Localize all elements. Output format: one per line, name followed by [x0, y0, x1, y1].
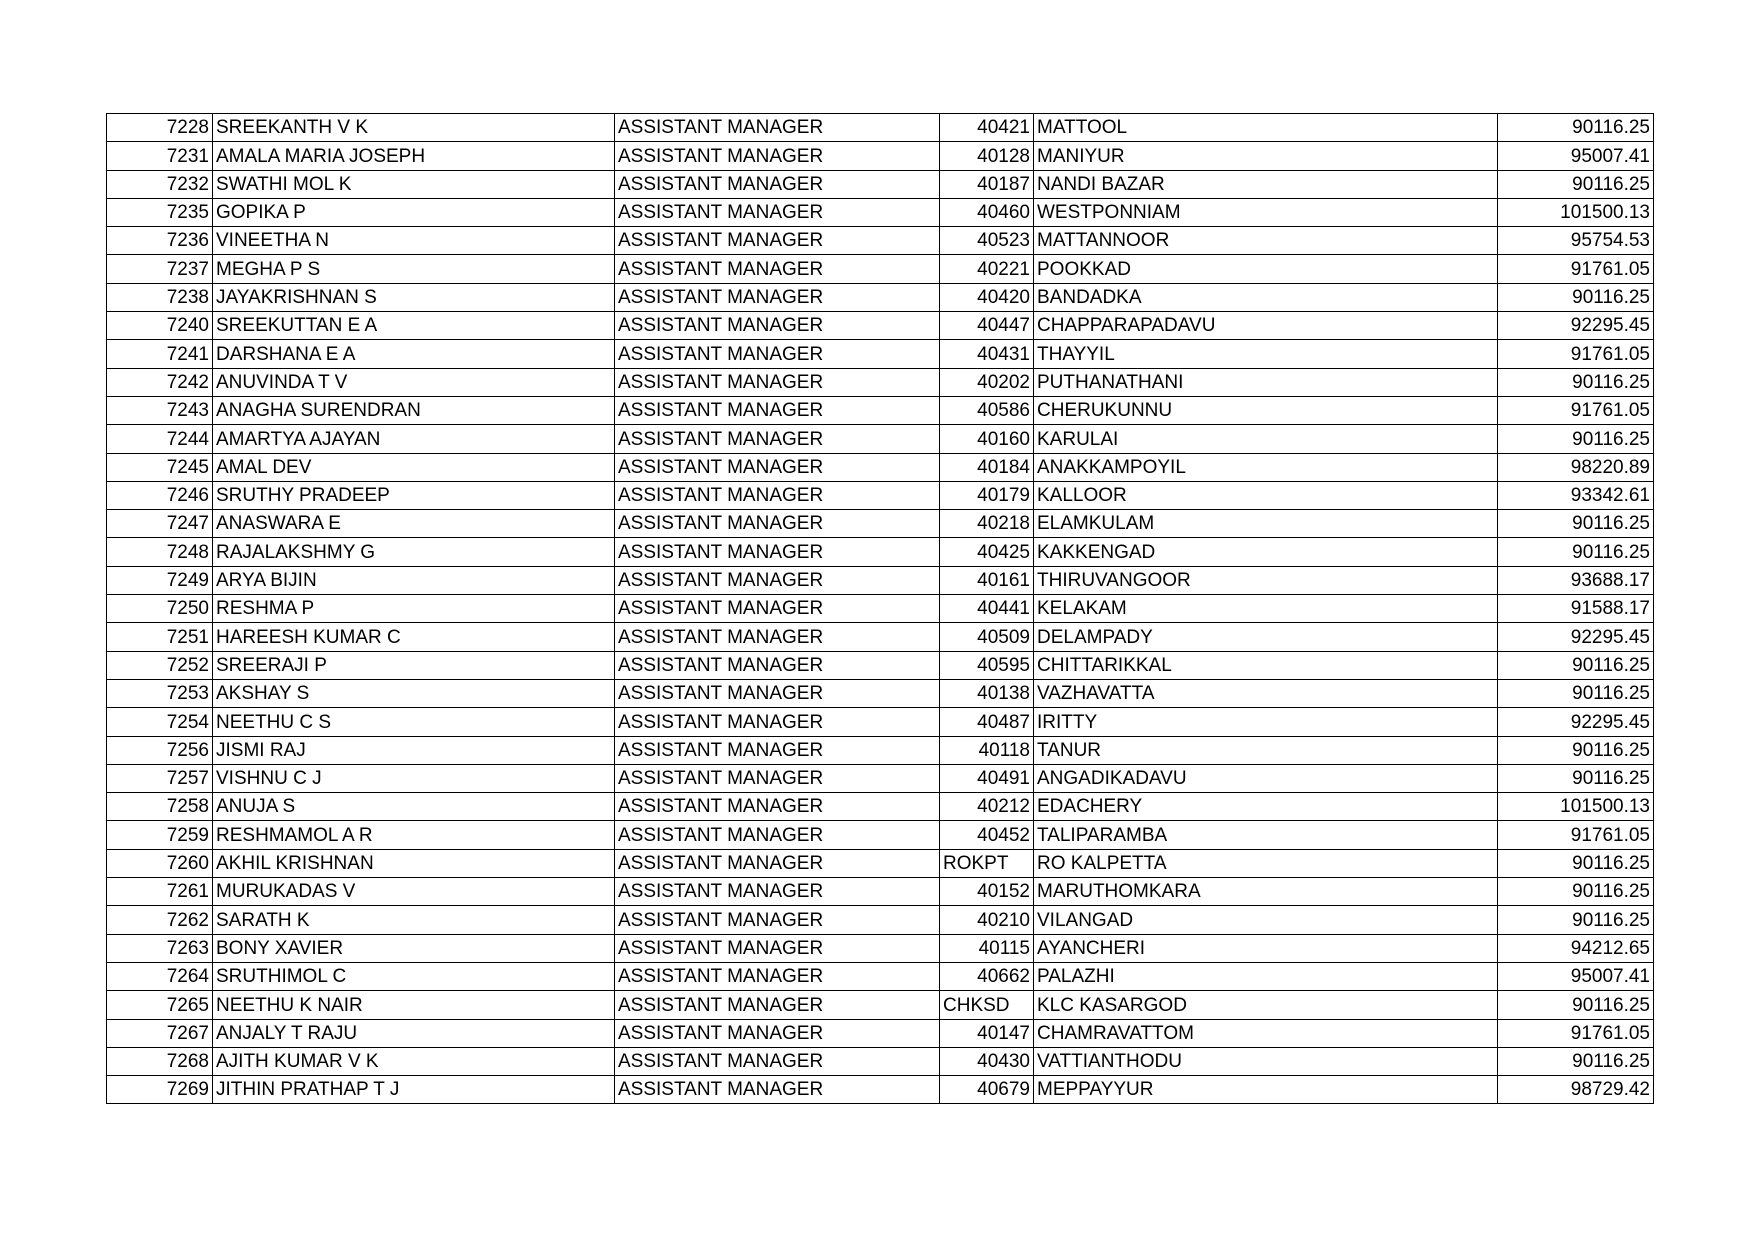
designation-cell: ASSISTANT MANAGER	[615, 283, 940, 311]
branch-code-cell: 40221	[940, 255, 1034, 283]
designation-cell: ASSISTANT MANAGER	[615, 340, 940, 368]
employee-id-cell: 7235	[107, 198, 213, 226]
employee-name-cell: ANUJA S	[213, 793, 615, 821]
table-row	[107, 142, 1654, 170]
branch-code-cell: 40179	[940, 481, 1034, 509]
designation-cell: ASSISTANT MANAGER	[615, 255, 940, 283]
employee-name-cell: AJITH KUMAR V K	[213, 1047, 615, 1075]
amount-cell: 90116.25	[1498, 764, 1654, 792]
branch-name-cell: KLC KASARGOD	[1034, 991, 1498, 1019]
employee-name-cell: RESHMAMOL A R	[213, 821, 615, 849]
employee-name-cell: ANASWARA E	[213, 510, 615, 538]
branch-name-cell: IRITTY	[1034, 708, 1498, 736]
designation-cell: ASSISTANT MANAGER	[615, 736, 940, 764]
branch-code-cell: 40447	[940, 312, 1034, 340]
branch-code-cell: 40586	[940, 396, 1034, 424]
employee-id-cell: 7256	[107, 736, 213, 764]
branch-code-cell: 40161	[940, 566, 1034, 594]
branch-name-cell: THAYYIL	[1034, 340, 1498, 368]
branch-name-cell: ANGADIKADAVU	[1034, 764, 1498, 792]
employee-name-cell: RESHMA P	[213, 595, 615, 623]
designation-cell: ASSISTANT MANAGER	[615, 538, 940, 566]
amount-cell: 90116.25	[1498, 651, 1654, 679]
employee-name-cell: SARATH K	[213, 906, 615, 934]
branch-code-cell: 40128	[940, 142, 1034, 170]
designation-cell: ASSISTANT MANAGER	[615, 821, 940, 849]
branch-name-cell: KAKKENGAD	[1034, 538, 1498, 566]
amount-cell: 90116.25	[1498, 538, 1654, 566]
branch-code-cell: 40160	[940, 425, 1034, 453]
designation-cell: ASSISTANT MANAGER	[615, 510, 940, 538]
designation-cell: ASSISTANT MANAGER	[615, 934, 940, 962]
branch-name-cell: TALIPARAMBA	[1034, 821, 1498, 849]
branch-name-cell: MATTOOL	[1034, 114, 1498, 142]
employee-name-cell: NEETHU K NAIR	[213, 991, 615, 1019]
table-row	[107, 453, 1654, 481]
branch-code-cell: CHKSD	[940, 991, 1034, 1019]
employee-name-cell: DARSHANA E A	[213, 340, 615, 368]
table-row	[107, 764, 1654, 792]
branch-code-cell: 40202	[940, 368, 1034, 396]
table-row	[107, 991, 1654, 1019]
amount-cell: 90116.25	[1498, 679, 1654, 707]
employee-id-cell: 7241	[107, 340, 213, 368]
branch-name-cell: MEPPAYYUR	[1034, 1076, 1498, 1104]
table-row	[107, 227, 1654, 255]
branch-name-cell: MARUTHOMKARA	[1034, 878, 1498, 906]
branch-name-cell: PALAZHI	[1034, 962, 1498, 990]
designation-cell: ASSISTANT MANAGER	[615, 1019, 940, 1047]
table-row	[107, 651, 1654, 679]
designation-cell: ASSISTANT MANAGER	[615, 396, 940, 424]
branch-name-cell: EDACHERY	[1034, 793, 1498, 821]
employee-name-cell: NEETHU C S	[213, 708, 615, 736]
employee-id-cell: 7240	[107, 312, 213, 340]
employee-name-cell: MURUKADAS V	[213, 878, 615, 906]
branch-name-cell: POOKKAD	[1034, 255, 1498, 283]
employee-name-cell: ANAGHA SURENDRAN	[213, 396, 615, 424]
table-row	[107, 962, 1654, 990]
table-row	[107, 255, 1654, 283]
designation-cell: ASSISTANT MANAGER	[615, 623, 940, 651]
designation-cell: ASSISTANT MANAGER	[615, 878, 940, 906]
designation-cell: ASSISTANT MANAGER	[615, 595, 940, 623]
amount-cell: 90116.25	[1498, 849, 1654, 877]
amount-cell: 95754.53	[1498, 227, 1654, 255]
table-row	[107, 906, 1654, 934]
employee-name-cell: JAYAKRISHNAN S	[213, 283, 615, 311]
employee-name-cell: BONY XAVIER	[213, 934, 615, 962]
employee-id-cell: 7231	[107, 142, 213, 170]
employee-id-cell: 7232	[107, 170, 213, 198]
branch-name-cell: MATTANNOOR	[1034, 227, 1498, 255]
table-row	[107, 708, 1654, 736]
branch-name-cell: KELAKAM	[1034, 595, 1498, 623]
employee-name-cell: JITHIN PRATHAP T J	[213, 1076, 615, 1104]
employee-id-cell: 7263	[107, 934, 213, 962]
amount-cell: 93342.61	[1498, 481, 1654, 509]
table-row	[107, 312, 1654, 340]
amount-cell: 90116.25	[1498, 510, 1654, 538]
employee-name-cell: ANUVINDA T V	[213, 368, 615, 396]
table-row	[107, 283, 1654, 311]
employee-id-cell: 7247	[107, 510, 213, 538]
amount-cell: 98729.42	[1498, 1076, 1654, 1104]
designation-cell: ASSISTANT MANAGER	[615, 991, 940, 1019]
employee-name-cell: ANJALY T RAJU	[213, 1019, 615, 1047]
amount-cell: 92295.45	[1498, 623, 1654, 651]
branch-code-cell: 40152	[940, 878, 1034, 906]
employee-id-cell: 7246	[107, 481, 213, 509]
designation-cell: ASSISTANT MANAGER	[615, 227, 940, 255]
branch-code-cell: 40452	[940, 821, 1034, 849]
employee-id-cell: 7259	[107, 821, 213, 849]
amount-cell: 90116.25	[1498, 878, 1654, 906]
branch-name-cell: THIRUVANGOOR	[1034, 566, 1498, 594]
table-row	[107, 425, 1654, 453]
branch-code-cell: 40491	[940, 764, 1034, 792]
employee-id-cell: 7264	[107, 962, 213, 990]
amount-cell: 93688.17	[1498, 566, 1654, 594]
branch-name-cell: CHAMRAVATTOM	[1034, 1019, 1498, 1047]
branch-code-cell: 40147	[940, 1019, 1034, 1047]
branch-name-cell: TANUR	[1034, 736, 1498, 764]
table-row	[107, 170, 1654, 198]
table-row	[107, 793, 1654, 821]
branch-code-cell: 40118	[940, 736, 1034, 764]
branch-code-cell: 40425	[940, 538, 1034, 566]
employee-name-cell: VINEETHA N	[213, 227, 615, 255]
employee-id-cell: 7254	[107, 708, 213, 736]
branch-name-cell: BANDADKA	[1034, 283, 1498, 311]
employee-id-cell: 7228	[107, 114, 213, 142]
branch-code-cell: 40138	[940, 679, 1034, 707]
table-row	[107, 623, 1654, 651]
branch-name-cell: WESTPONNIAM	[1034, 198, 1498, 226]
table-row	[107, 679, 1654, 707]
amount-cell: 90116.25	[1498, 170, 1654, 198]
designation-cell: ASSISTANT MANAGER	[615, 651, 940, 679]
employee-id-cell: 7265	[107, 991, 213, 1019]
branch-code-cell: 40420	[940, 283, 1034, 311]
branch-code-cell: 40431	[940, 340, 1034, 368]
designation-cell: ASSISTANT MANAGER	[615, 481, 940, 509]
employee-id-cell: 7249	[107, 566, 213, 594]
designation-cell: ASSISTANT MANAGER	[615, 708, 940, 736]
branch-code-cell: 40187	[940, 170, 1034, 198]
employee-id-cell: 7236	[107, 227, 213, 255]
amount-cell: 98220.89	[1498, 453, 1654, 481]
designation-cell: ASSISTANT MANAGER	[615, 906, 940, 934]
branch-code-cell: 40210	[940, 906, 1034, 934]
employee-id-cell: 7268	[107, 1047, 213, 1075]
employee-id-cell: 7251	[107, 623, 213, 651]
amount-cell: 92295.45	[1498, 312, 1654, 340]
branch-code-cell: 40441	[940, 595, 1034, 623]
amount-cell: 94212.65	[1498, 934, 1654, 962]
amount-cell: 90116.25	[1498, 906, 1654, 934]
employee-name-cell: SRUTHIMOL C	[213, 962, 615, 990]
designation-cell: ASSISTANT MANAGER	[615, 1076, 940, 1104]
table-row	[107, 114, 1654, 142]
table-row	[107, 595, 1654, 623]
branch-name-cell: DELAMPADY	[1034, 623, 1498, 651]
branch-name-cell: VILANGAD	[1034, 906, 1498, 934]
employee-name-cell: AKSHAY S	[213, 679, 615, 707]
table-row	[107, 198, 1654, 226]
table-row	[107, 821, 1654, 849]
branch-code-cell: 40679	[940, 1076, 1034, 1104]
table-row	[107, 1076, 1654, 1104]
branch-code-cell: 40212	[940, 793, 1034, 821]
branch-name-cell: ANAKKAMPOYIL	[1034, 453, 1498, 481]
branch-name-cell: CHITTARIKKAL	[1034, 651, 1498, 679]
amount-cell: 91761.05	[1498, 340, 1654, 368]
table-row	[107, 1047, 1654, 1075]
designation-cell: ASSISTANT MANAGER	[615, 962, 940, 990]
amount-cell: 90116.25	[1498, 425, 1654, 453]
branch-code-cell: 40509	[940, 623, 1034, 651]
employee-id-cell: 7269	[107, 1076, 213, 1104]
branch-name-cell: PUTHANATHANI	[1034, 368, 1498, 396]
branch-code-cell: 40218	[940, 510, 1034, 538]
amount-cell: 90116.25	[1498, 991, 1654, 1019]
amount-cell: 90116.25	[1498, 368, 1654, 396]
table-row	[107, 566, 1654, 594]
branch-code-cell: 40662	[940, 962, 1034, 990]
branch-name-cell: KARULAI	[1034, 425, 1498, 453]
designation-cell: ASSISTANT MANAGER	[615, 114, 940, 142]
employee-name-cell: SWATHI MOL K	[213, 170, 615, 198]
branch-name-cell: CHAPPARAPADAVU	[1034, 312, 1498, 340]
branch-name-cell: NANDI BAZAR	[1034, 170, 1498, 198]
branch-name-cell: ELAMKULAM	[1034, 510, 1498, 538]
employee-id-cell: 7245	[107, 453, 213, 481]
amount-cell: 91761.05	[1498, 396, 1654, 424]
table-row	[107, 736, 1654, 764]
branch-name-cell: VAZHAVATTA	[1034, 679, 1498, 707]
table-body	[107, 114, 1654, 1104]
designation-cell: ASSISTANT MANAGER	[615, 198, 940, 226]
employee-id-cell: 7244	[107, 425, 213, 453]
employee-name-cell: SRUTHY PRADEEP	[213, 481, 615, 509]
branch-code-cell: 40115	[940, 934, 1034, 962]
employee-id-cell: 7257	[107, 764, 213, 792]
branch-code-cell: 40430	[940, 1047, 1034, 1075]
branch-code-cell: 40184	[940, 453, 1034, 481]
designation-cell: ASSISTANT MANAGER	[615, 368, 940, 396]
employee-name-cell: HAREESH KUMAR C	[213, 623, 615, 651]
employee-id-cell: 7253	[107, 679, 213, 707]
employee-name-cell: JISMI RAJ	[213, 736, 615, 764]
branch-code-cell: 40523	[940, 227, 1034, 255]
branch-name-cell: VATTIANTHODU	[1034, 1047, 1498, 1075]
employee-id-cell: 7252	[107, 651, 213, 679]
employee-id-cell: 7261	[107, 878, 213, 906]
employee-name-cell: VISHNU C J	[213, 764, 615, 792]
branch-code-cell: 40421	[940, 114, 1034, 142]
amount-cell: 91761.05	[1498, 255, 1654, 283]
employee-id-cell: 7258	[107, 793, 213, 821]
employee-id-cell: 7242	[107, 368, 213, 396]
amount-cell: 92295.45	[1498, 708, 1654, 736]
employee-id-cell: 7250	[107, 595, 213, 623]
table-row	[107, 934, 1654, 962]
employee-name-cell: AMALA MARIA JOSEPH	[213, 142, 615, 170]
designation-cell: ASSISTANT MANAGER	[615, 764, 940, 792]
designation-cell: ASSISTANT MANAGER	[615, 849, 940, 877]
designation-cell: ASSISTANT MANAGER	[615, 679, 940, 707]
amount-cell: 90116.25	[1498, 736, 1654, 764]
table-row	[107, 340, 1654, 368]
designation-cell: ASSISTANT MANAGER	[615, 566, 940, 594]
employee-id-cell: 7260	[107, 849, 213, 877]
employee-name-cell: MEGHA P S	[213, 255, 615, 283]
employee-name-cell: SREEKANTH V K	[213, 114, 615, 142]
designation-cell: ASSISTANT MANAGER	[615, 425, 940, 453]
employee-id-cell: 7243	[107, 396, 213, 424]
branch-name-cell: KALLOOR	[1034, 481, 1498, 509]
employee-id-cell: 7237	[107, 255, 213, 283]
amount-cell: 91761.05	[1498, 821, 1654, 849]
designation-cell: ASSISTANT MANAGER	[615, 312, 940, 340]
amount-cell: 95007.41	[1498, 142, 1654, 170]
employee-name-cell: SREERAJI P	[213, 651, 615, 679]
branch-code-cell: 40595	[940, 651, 1034, 679]
table-row	[107, 396, 1654, 424]
branch-name-cell: MANIYUR	[1034, 142, 1498, 170]
branch-name-cell: AYANCHERI	[1034, 934, 1498, 962]
amount-cell: 95007.41	[1498, 962, 1654, 990]
amount-cell: 101500.13	[1498, 793, 1654, 821]
designation-cell: ASSISTANT MANAGER	[615, 1047, 940, 1075]
designation-cell: ASSISTANT MANAGER	[615, 793, 940, 821]
employee-id-cell: 7267	[107, 1019, 213, 1047]
amount-cell: 91761.05	[1498, 1019, 1654, 1047]
employee-id-cell: 7238	[107, 283, 213, 311]
table-row	[107, 878, 1654, 906]
amount-cell: 91588.17	[1498, 595, 1654, 623]
employee-name-cell: RAJALAKSHMY G	[213, 538, 615, 566]
employee-id-cell: 7262	[107, 906, 213, 934]
amount-cell: 101500.13	[1498, 198, 1654, 226]
table-row	[107, 538, 1654, 566]
amount-cell: 90116.25	[1498, 1047, 1654, 1075]
staff-table	[106, 113, 1654, 1104]
amount-cell: 90116.25	[1498, 114, 1654, 142]
table-row	[107, 849, 1654, 877]
designation-cell: ASSISTANT MANAGER	[615, 453, 940, 481]
table-row	[107, 368, 1654, 396]
table-row	[107, 481, 1654, 509]
employee-name-cell: ARYA BIJIN	[213, 566, 615, 594]
designation-cell: ASSISTANT MANAGER	[615, 170, 940, 198]
table-row	[107, 1019, 1654, 1047]
branch-name-cell: RO KALPETTA	[1034, 849, 1498, 877]
employee-name-cell: SREEKUTTAN E A	[213, 312, 615, 340]
designation-cell: ASSISTANT MANAGER	[615, 142, 940, 170]
employee-name-cell: AKHIL KRISHNAN	[213, 849, 615, 877]
branch-code-cell: 40487	[940, 708, 1034, 736]
branch-code-cell: ROKPT	[940, 849, 1034, 877]
branch-code-cell: 40460	[940, 198, 1034, 226]
employee-name-cell: AMARTYA AJAYAN	[213, 425, 615, 453]
employee-name-cell: AMAL DEV	[213, 453, 615, 481]
branch-name-cell: CHERUKUNNU	[1034, 396, 1498, 424]
table-row	[107, 510, 1654, 538]
employee-name-cell: GOPIKA P	[213, 198, 615, 226]
employee-id-cell: 7248	[107, 538, 213, 566]
amount-cell: 90116.25	[1498, 283, 1654, 311]
